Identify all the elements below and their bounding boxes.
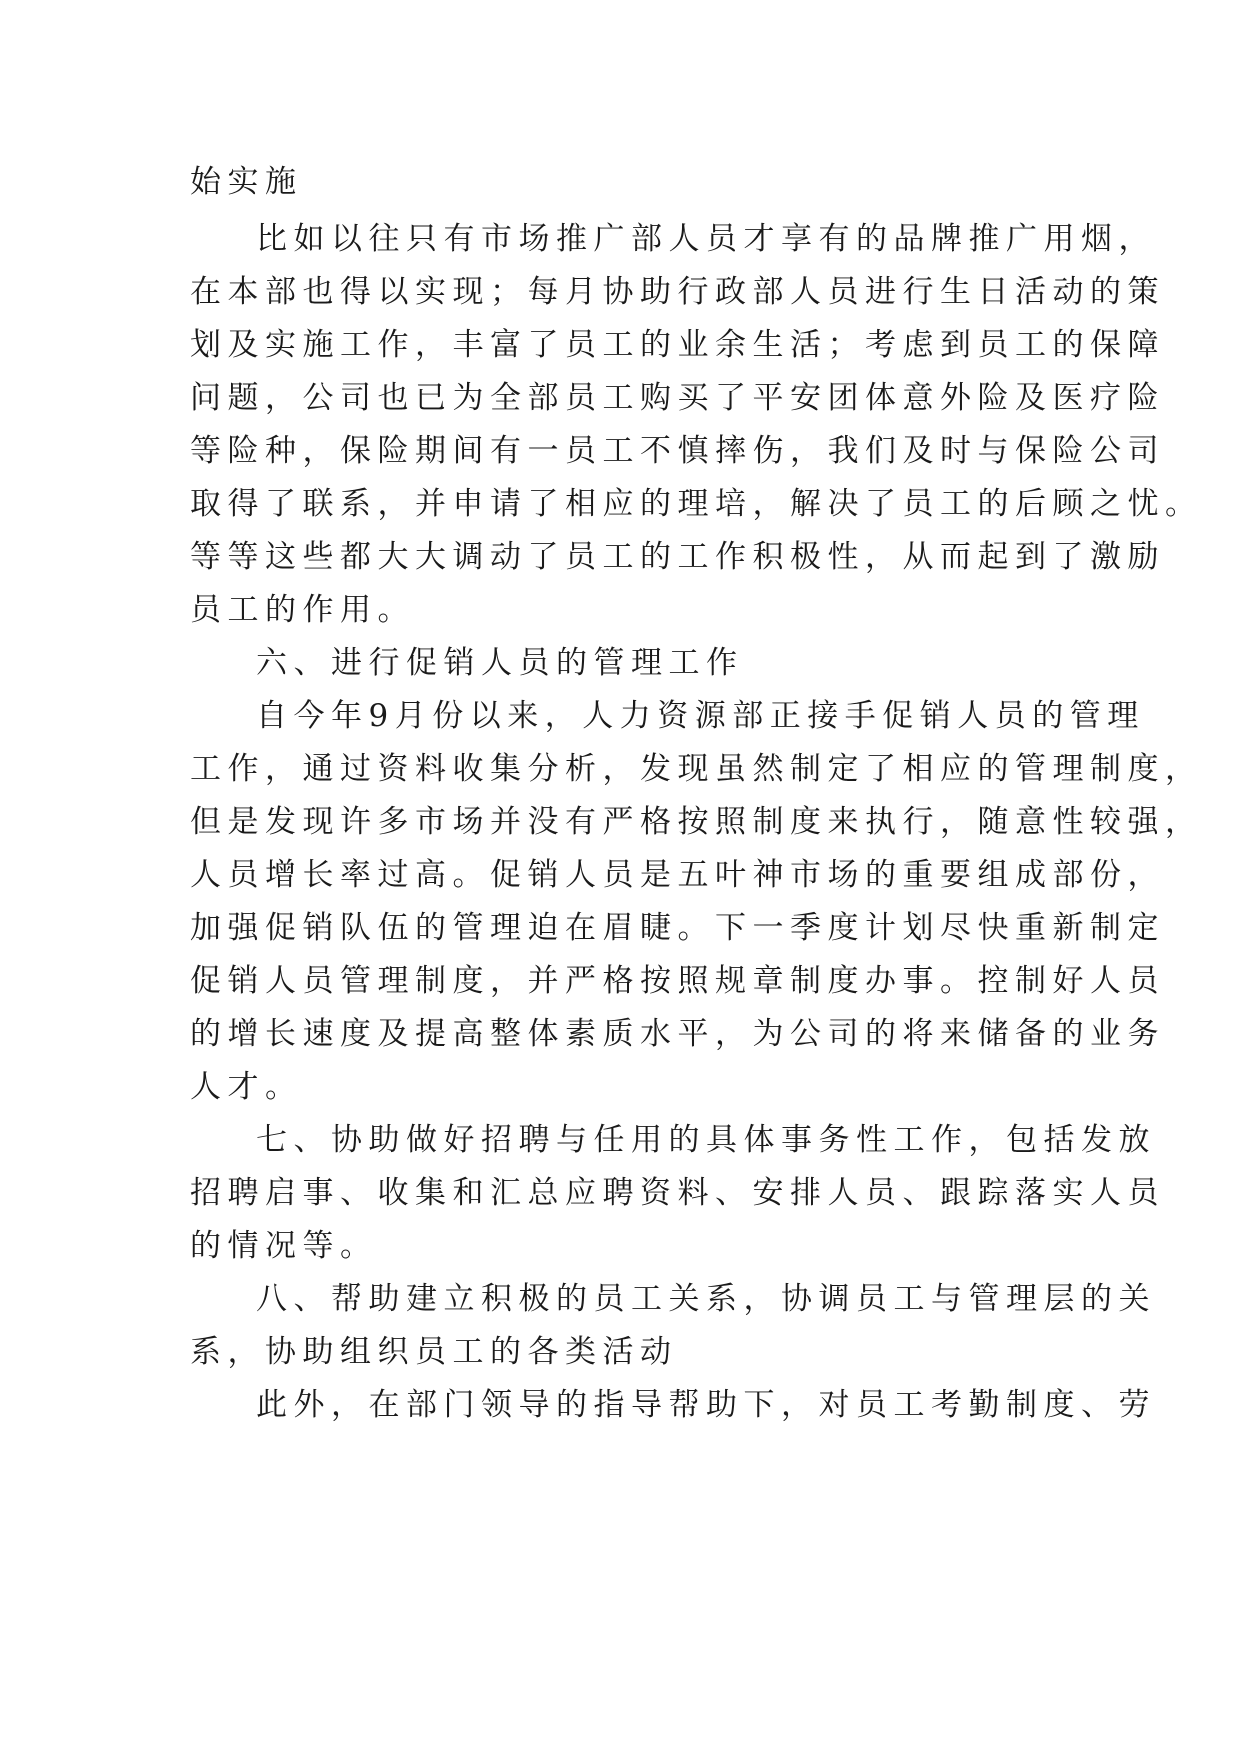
text-line: 招聘启事、收集和汇总应聘资料、安排人员、跟踪落实人员 — [190, 1175, 1165, 1211]
text-line: 等险种，保险期间有一员工不慎摔伤，我们及时与保险公司 — [190, 433, 1165, 469]
text-line: 始实施 — [190, 164, 303, 200]
text-line: 人员增长率过高。促销人员是五叶神市场的重要组成部份， — [190, 857, 1165, 893]
text-line: 取得了联系，并申请了相应的理培，解决了员工的后顾之忧。 — [190, 486, 1203, 522]
section-heading-7: 七、协助做好招聘与任用的具体事务性工作，包括发放 — [256, 1122, 1156, 1158]
text-line: 系，协助组织员工的各类活动 — [190, 1334, 678, 1370]
section-heading-8: 八、帮助建立积极的员工关系，协调员工与管理层的关 — [256, 1281, 1156, 1317]
text-line: 划及实施工作，丰富了员工的业余生活；考虑到员工的保障 — [190, 327, 1165, 363]
text-line: 员工的作用。 — [190, 592, 415, 628]
text-line: 问题，公司也已为全部员工购买了平安团体意外险及医疗险 — [190, 380, 1165, 416]
text-line: 加强促销队伍的管理迫在眉睫。下一季度计划尽快重新制定 — [190, 910, 1165, 946]
paragraph-start-line: 自今年9月份以来，人力资源部正接手促销人员的管理 — [256, 698, 1145, 734]
paragraph-start-line: 比如以往只有市场推广部人员才享有的品牌推广用烟， — [256, 221, 1156, 257]
text-line: 但是发现许多市场并没有严格按照制度来执行，随意性较强， — [190, 804, 1203, 840]
text-line: 在本部也得以实现；每月协助行政部人员进行生日活动的策 — [190, 274, 1165, 310]
paragraph-start-line: 此外，在部门领导的指导帮助下，对员工考勤制度、劳 — [256, 1387, 1156, 1423]
text-line: 人才。 — [190, 1069, 303, 1105]
text-line: 等等这些都大大调动了员工的工作积极性，从而起到了激励 — [190, 539, 1165, 575]
text-line: 工作，通过资料收集分析，发现虽然制定了相应的管理制度， — [190, 751, 1203, 787]
section-heading-6: 六、进行促销人员的管理工作 — [256, 645, 744, 681]
text-line: 促销人员管理制度，并严格按照规章制度办事。控制好人员 — [190, 963, 1165, 999]
text-line: 的增长速度及提高整体素质水平，为公司的将来储备的业务 — [190, 1016, 1165, 1052]
text-line: 的情况等。 — [190, 1228, 378, 1264]
